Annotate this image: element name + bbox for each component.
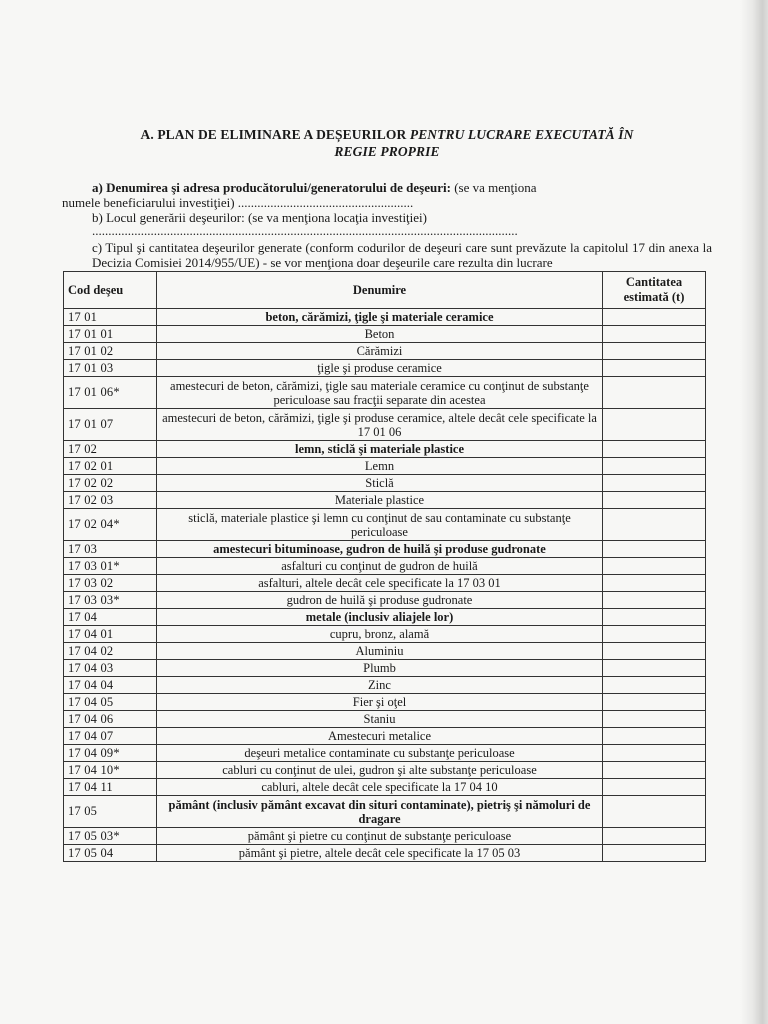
table-row [64,609,706,626]
waste-code: 17 02 03 [64,492,157,509]
waste-quantity-cell[interactable] [603,745,706,762]
table-row [64,694,706,711]
waste-quantity-cell[interactable] [603,694,706,711]
waste-code: 17 01 06* [64,377,157,409]
waste-name: cabluri, altele decât cele specificate la 17 04 10 [157,779,603,796]
waste-name: Amestecuri metalice [157,728,603,745]
section-b-label: b) Locul generării deşeurilor [92,210,242,225]
waste-quantity-cell[interactable] [603,711,706,728]
waste-quantity-cell[interactable] [603,509,706,541]
table-row [64,796,706,828]
heading-line-1 [62,126,712,143]
waste-quantity-cell[interactable] [603,377,706,409]
waste-quantity-cell[interactable] [603,475,706,492]
heading-italic-1: PENTRU LUCRARE EXECUTATĂ ÎN [409,127,634,142]
table-row [64,458,706,475]
waste-quantity-cell[interactable] [603,492,706,509]
section-a-text: (se va menţiona [450,180,537,195]
waste-quantity-cell[interactable] [603,828,706,845]
waste-code: 17 04 [64,609,157,626]
waste-name: Zinc [157,677,603,694]
table-row [64,626,706,643]
table-row [64,660,706,677]
waste-quantity-cell[interactable] [603,575,706,592]
waste-code: 17 01 02 [64,343,157,360]
waste-name: amestecuri de beton, cărămizi, ţigle sau materiale ceramice cu conţinut de substanţe periculoase sau fracţii separate din acestea [157,377,603,409]
waste-code: 17 01 07 [64,409,157,441]
table-row [64,475,706,492]
waste-name: pământ şi pietre cu conţinut de substanţe periculoase [157,828,603,845]
table-row [64,828,706,845]
section-b-dots: ................................................................................................................................... [92,225,518,237]
waste-name: cabluri cu conţinut de ulei, gudron şi alte substanţe periculoase [157,762,603,779]
waste-code: 17 01 01 [64,326,157,343]
waste-code: 17 01 [64,309,157,326]
waste-code: 17 05 03* [64,828,157,845]
table-row [64,541,706,558]
table-header-row [64,272,706,309]
waste-name: Aluminiu [157,643,603,660]
table-row [64,677,706,694]
waste-code: 17 04 04 [64,677,157,694]
waste-quantity-cell[interactable] [603,643,706,660]
waste-name: sticlă, materiale plastice şi lemn cu conţinut de sau contaminate cu substanţe periculoase [157,509,603,541]
table-row [64,326,706,343]
waste-name: Lemn [157,458,603,475]
waste-code: 17 04 05 [64,694,157,711]
waste-code: 17 03 [64,541,157,558]
waste-code: 17 02 02 [64,475,157,492]
waste-code: 17 03 02 [64,575,157,592]
waste-name: Sticlă [157,475,603,492]
scan-edge-shadow [740,0,768,1024]
waste-quantity-cell[interactable] [603,728,706,745]
heading-prefix: A. PLAN DE ELIMINARE A DEȘEURILOR [140,127,410,142]
header-name: Denumire [157,272,603,309]
waste-name: amestecuri bituminoase, gudron de huilă şi produse gudronate [157,541,603,558]
waste-name: Fier şi oţel [157,694,603,711]
waste-quantity-cell[interactable] [603,558,706,575]
waste-name: asfalturi cu conţinut de gudron de huilă [157,558,603,575]
waste-quantity-cell[interactable] [603,609,706,626]
waste-quantity-cell[interactable] [603,660,706,677]
waste-code: 17 02 04* [64,509,157,541]
table-row [64,711,706,728]
waste-code: 17 04 02 [64,643,157,660]
waste-code: 17 04 09* [64,745,157,762]
table-row [64,762,706,779]
table-row [64,845,706,862]
waste-quantity-cell[interactable] [603,441,706,458]
waste-quantity-cell[interactable] [603,796,706,828]
waste-quantity-cell[interactable] [603,343,706,360]
waste-quantity-cell[interactable] [603,409,706,441]
section-a [62,181,712,196]
section-a-line2: numele beneficiarului investiţiei) ...................................................... [62,194,414,210]
waste-code: 17 02 [64,441,157,458]
table-row [64,575,706,592]
table-row [64,409,706,441]
section-b [62,210,712,225]
table-row [64,558,706,575]
waste-quantity-cell[interactable] [603,845,706,862]
waste-quantity-cell[interactable] [603,762,706,779]
waste-code: 17 04 01 [64,626,157,643]
table-row [64,592,706,609]
table-row [64,745,706,762]
table-row [64,441,706,458]
section-a-label: a) Denumirea şi adresa producătorului/generatorului de deşeuri: [92,180,451,195]
waste-quantity-cell[interactable] [603,309,706,326]
waste-name: beton, cărămizi, ţigle şi materiale ceramice [157,309,603,326]
waste-name: pământ şi pietre, altele decât cele specificate la 17 05 03 [157,845,603,862]
section-b-text: : (se va menţiona locaţia investiţiei) [241,210,427,225]
waste-quantity-cell[interactable] [603,677,706,694]
waste-quantity-cell[interactable] [603,326,706,343]
waste-quantity-cell[interactable] [603,592,706,609]
waste-code: 17 05 04 [64,845,157,862]
waste-name: cupru, bronz, alamă [157,626,603,643]
header-code: Cod deşeu [64,272,157,309]
section-c-label: c) Tipul şi cantitatea deşeurilor generate [92,240,302,255]
table-row [64,360,706,377]
document-heading [62,126,712,160]
waste-quantity-cell[interactable] [603,458,706,475]
waste-code: 17 05 [64,796,157,828]
waste-name: asfalturi, altele decât cele specificate la 17 03 01 [157,575,603,592]
waste-table [63,271,706,862]
header-quantity: Cantitatea estimată (t) [603,272,706,309]
waste-name: Materiale plastice [157,492,603,509]
table-row [64,643,706,660]
waste-name: Cărămizi [157,343,603,360]
waste-name: pământ (inclusiv pământ excavat din situri contaminate), pietriş şi nămoluri de dragare [157,796,603,828]
table-row [64,779,706,796]
waste-name: amestecuri de beton, cărămizi, ţigle şi produse ceramice, altele decât cele specificate la 17 01 06 [157,409,603,441]
waste-code: 17 04 06 [64,711,157,728]
heading-italic-2: REGIE PROPRIE [334,144,440,159]
waste-name: Plumb [157,660,603,677]
section-c-text: (conform codurilor de deşeuri care sunt prevăzute la capitolul 17 din anexa la Decizia Comisiei 2014/955/UE) - se vor menţiona doar deşeurile care rezulta din lucrare [92,240,712,270]
waste-name: lemn, sticlă şi materiale plastice [157,441,603,458]
waste-quantity-cell[interactable] [603,360,706,377]
waste-name: Beton [157,326,603,343]
table-row [64,377,706,409]
waste-name: ţigle şi produse ceramice [157,360,603,377]
waste-code: 17 04 10* [64,762,157,779]
waste-code: 17 01 03 [64,360,157,377]
waste-code: 17 03 01* [64,558,157,575]
table-row [64,492,706,509]
table-row [64,509,706,541]
waste-name: metale (inclusiv aliajele lor) [157,609,603,626]
waste-code: 17 02 01 [64,458,157,475]
section-c [62,241,712,270]
document-page [62,126,712,862]
waste-code: 17 04 07 [64,728,157,745]
table-row [64,309,706,326]
waste-name: gudron de huilă şi produse gudronate [157,592,603,609]
waste-name: Staniu [157,711,603,728]
waste-name: deşeuri metalice contaminate cu substanţe periculoase [157,745,603,762]
waste-quantity-cell[interactable] [603,626,706,643]
waste-code: 17 03 03* [64,592,157,609]
waste-code: 17 04 03 [64,660,157,677]
table-body [64,309,706,862]
waste-code: 17 04 11 [64,779,157,796]
table-row [64,343,706,360]
waste-quantity-cell[interactable] [603,541,706,558]
waste-quantity-cell[interactable] [603,779,706,796]
table-row [64,728,706,745]
